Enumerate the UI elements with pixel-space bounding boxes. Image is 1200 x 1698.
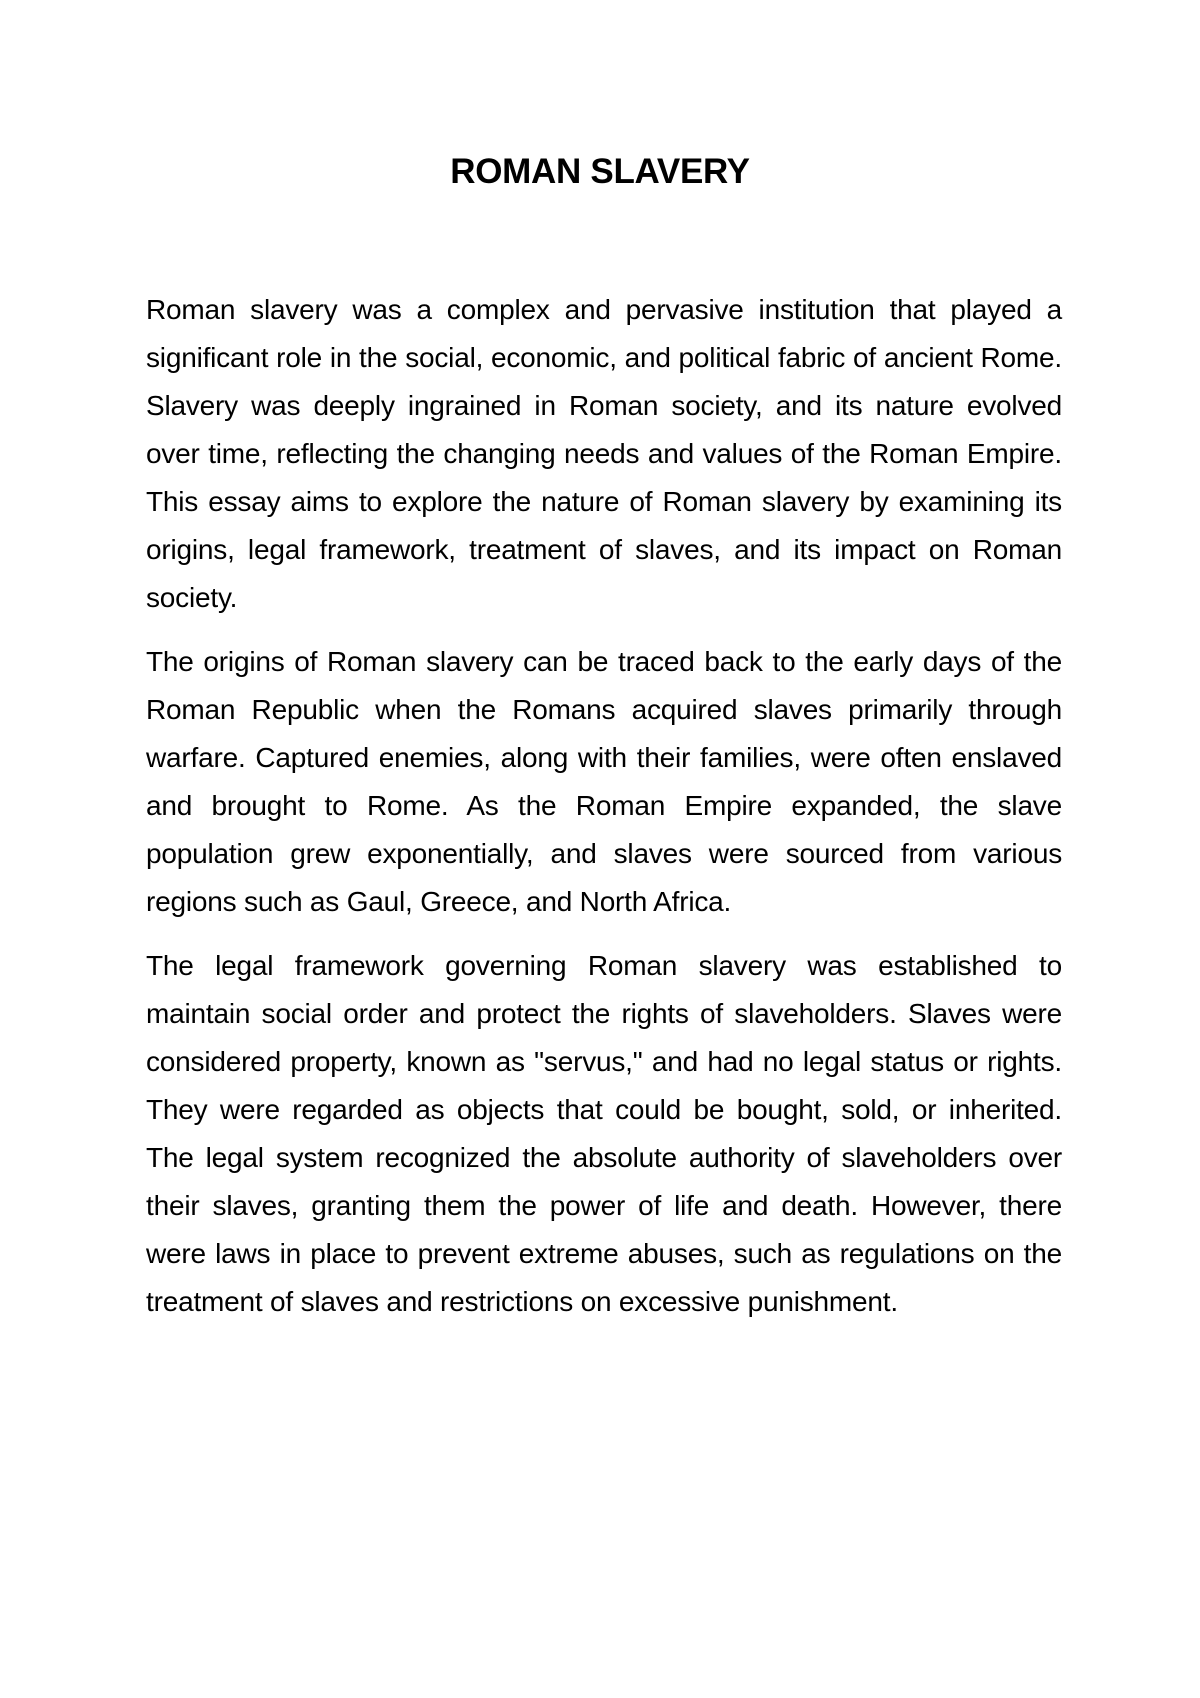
paragraph-introduction: Roman slavery was a complex and pervasive institution that played a significant role in the social, economic, and political fabric of ancient Rome. Slavery was deeply ingrained in Roman society, and its nature evolved over time, reflecting the changing needs and values of the Roman Empire. This essay aims to explore the nature of Roman slavery by examining its origins, legal framework, treatment of slaves, and its impact on Roman society.	[146, 294, 1062, 613]
paragraph-legal-framework: The legal framework governing Roman slavery was established to maintain social order and protect the rights of slaveholders. Slaves were considered property, known as "servus," and had no legal status or rights. They were regarded as objects that could be bought, sold, or inherited. The legal system recognized the absolute authority of slaveholders over their slaves, granting them the power of life and death. However, there were laws in place to prevent extreme abuses, such as regulations on the treatment of slaves and restrictions on excessive punishment.	[146, 950, 1062, 1317]
document-title: ROMAN SLAVERY	[450, 152, 750, 191]
document-body	[146, 286, 1062, 1342]
paragraph-origins: The origins of Roman slavery can be traced back to the early days of the Roman Republic when the Romans acquired slaves primarily through warfare. Captured enemies, along with their families, were often enslaved and brought to Rome. As the Roman Empire expanded, the slave population grew exponentially, and slaves were sourced from various regions such as Gaul, Greece, and North Africa.	[146, 646, 1062, 917]
